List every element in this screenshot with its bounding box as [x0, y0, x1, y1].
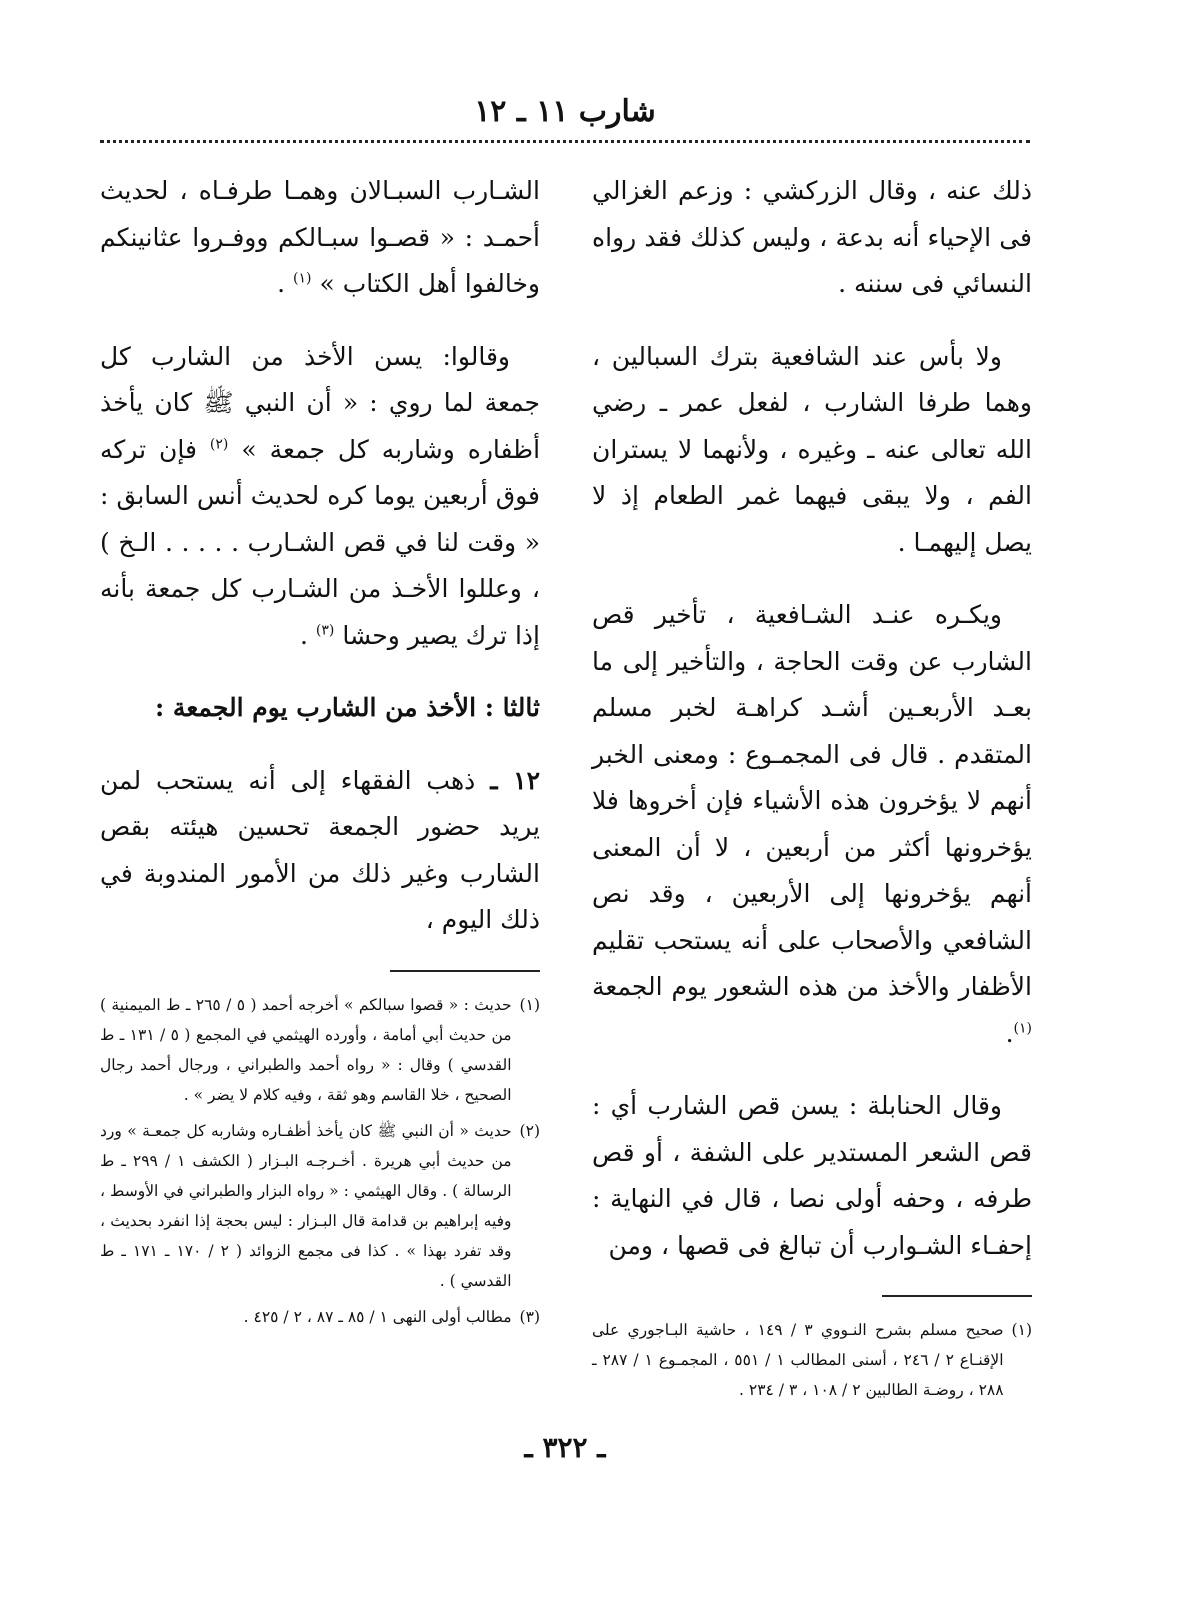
left-paragraph-1-text: الشـارب السبـالان وهمـا طرفـاه ، لحديث أحمـد : « قصـوا سبـالكم ووفـروا عثانينكم وخالفوا أهل الكتاب » — [100, 176, 540, 298]
right-paragraph-3 — [592, 592, 1032, 1057]
header-dotted-rule — [100, 140, 1030, 143]
footnote-separator — [882, 1295, 1032, 1297]
footnote-text: حديث : « قصوا سبالكم » أخرجه أحمد ( ٥ / ٢٦٥ ـ ط الميمنية ) من حديث أبي أمامة ، وأورده الهيثمي في المجمع ( ٥ / ١٣١ ـ ط القدسي ) وقال : « رواه أحمد والطبراني ، ورجال أحمد رجال الصحيح ، خلا القاسم وهو ثقة ، وفيه كلام لا يضر » . — [100, 995, 512, 1104]
footnote-item — [100, 990, 540, 1110]
left-column — [100, 168, 540, 1338]
footnote-item — [100, 1116, 540, 1296]
left-paragraph-2-text-b: فإن تركه فوق أربعين يوما كره لحديث أنس السابق : « وقت لنا في قص الشـارب . . . . . الـخ ) ، وعللوا الأخـذ من الشـارب كل جمعة بأنه إذا ترك يصير وحشا — [100, 434, 540, 650]
left-column-body — [100, 168, 540, 944]
footnote-ref-marker: (٢) — [209, 436, 229, 453]
right-paragraph-4: وقال الحنابلة : يسن قص الشارب أي : قص الشعر المستدير على الشفة ، أو قص طرفه ، وحفه أولى نصا ، قال في النهاية : إحفـاء الشـوارب أن تبالغ فى قصها ، ومن — [592, 1091, 1032, 1260]
left-paragraph-3-text: ذهب الفقهاء إلى أنه يستحب لمن يريد حضور الجمعة تحسين هيئته بقص الشارب وغير ذلك من الأمور المندوبة في ذلك اليوم ، — [100, 765, 540, 934]
right-column-body — [592, 168, 1032, 1269]
left-paragraph-2-text-a: وقالوا: يسن الأخذ من الشارب كل جمعة لما روي : « أن النبي ﷺ كان يأخذ أظفاره وشاربه كل جمعة » — [100, 341, 541, 464]
left-paragraph-2-tail: . — [300, 620, 308, 650]
footnote-ref-marker: (١) — [1013, 1020, 1032, 1037]
paragraph-number: ١٢ ـ — [490, 765, 541, 795]
page-number: ـ ٣٢٢ ـ — [524, 1431, 606, 1464]
footnote-number: (٣) — [519, 1307, 540, 1326]
right-paragraph-2: ولا بأس عند الشافعية بترك السبالين ، وهما طرفا الشارب ، لفعل عمر ـ رضي الله تعالى عنه ـ وغيره ، ولأنهما لا يستران الفم ، ولا يبقى فيهما غمر الطعام إذ لا يصل إليهمـا . — [592, 341, 1032, 557]
left-paragraph-3 — [100, 758, 540, 944]
left-paragraph-1-tail: . — [277, 269, 286, 298]
right-paragraph-3-text: ويكـره عنـد الشـافعية ، تأخير قص الشارب عن وقت الحاجة ، والتأخير إلى ما بعـد الأربعـين أشـد كراهـة لخبر مسلم المتقدم . قال فى المجمـوع : ومعنى الخبر أنهم لا يؤخرون هذه الأشياء فإن أخروها فلا يؤخرونها أكثر من أربعين ، لا أن المعنى أنهم يؤخرونها إلى الأربعين ، وقد نص الشافعي والأصحاب على أنه يستحب تقليم الأظفار والأخذ من هذه الشعور يوم الجمعة — [592, 600, 1032, 1001]
footnote-ref-marker: (٣) — [315, 622, 335, 639]
right-footnotes — [592, 1315, 1032, 1405]
left-paragraph-2 — [100, 334, 540, 660]
footnote-number: (١) — [519, 995, 540, 1014]
footnote-number: (١) — [1011, 1321, 1032, 1339]
footnote-number: (٢) — [519, 1121, 540, 1140]
section-heading: ثالثا : الأخذ من الشارب يوم الجمعة : — [155, 693, 540, 722]
footnote-ref-marker: (١) — [293, 270, 312, 287]
footnote-separator — [390, 970, 540, 972]
footnote-item — [592, 1315, 1032, 1405]
footnote-text: حديث « أن النبي ﷺ كان يأخذ أظفـاره وشاربه كل جمعـة » ورد من حديث أبي هريرة . أخـرجـه البـزار ( الكشف ١ / ٢٩٩ ـ ط الرسالة ) . وقال الهيثمي : « رواه البزار والطبراني في الأوسط ، وفيه إبراهيم بن قدامة قال البـزار : ليس بحجة إذا انفرد بحديث ، وقد تفرد بهذا » . كذا فى مجمع الزوائد ( ٢ / ١٧٠ ـ ١٧١ ـ ط القدسي ) . — [100, 1121, 512, 1290]
footnote-item — [100, 1302, 540, 1332]
right-column — [592, 168, 1032, 1411]
left-paragraph-1 — [100, 168, 540, 308]
footnote-text: صحيح مسلم بشرح النـووي ٣ / ١٤٩ ، حاشية البـاجوري على الإقنـاع ٢ / ٢٤٦ ، أسنى المطالب ١ / ٥٥١ ، المجمـوع ١ / ٢٨٧ ـ ٢٨٨ ، روضـة الطالبين ٢ / ١٠٨ ، ٣ / ٢٣٤ . — [592, 1321, 1004, 1399]
footnote-text: مطالب أولى النهى ١ / ٨٥ ـ ٨٧ ، ٢ / ٤٢٥ . — [243, 1307, 512, 1326]
left-footnotes — [100, 990, 540, 1332]
right-paragraph-1: ذلك عنه ، وقال الزركشي : وزعم الغزالي فى الإحياء أنه بدعة ، وليس كذلك فقد رواه النسائي فى سننه . — [592, 176, 1032, 298]
page-header-title: شارب ١١ ـ ١٢ — [474, 94, 656, 129]
right-paragraph-3-tail: . — [1005, 1018, 1014, 1048]
